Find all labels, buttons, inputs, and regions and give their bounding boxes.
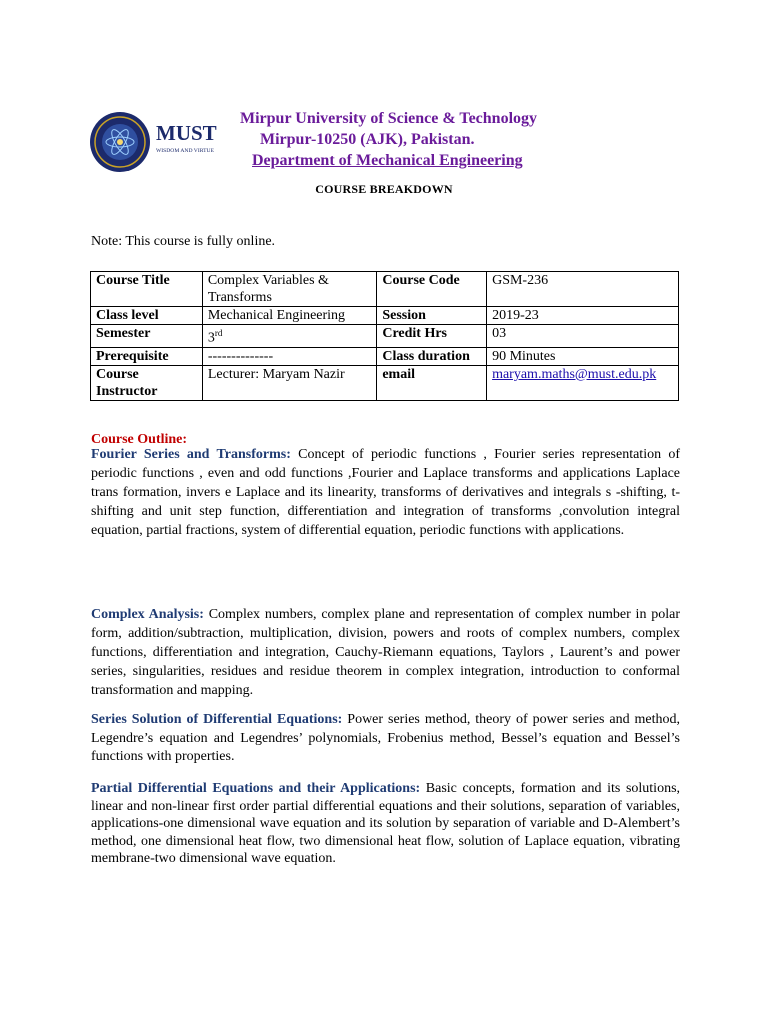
semester-suffix: rd — [214, 328, 223, 338]
table-row — [91, 272, 679, 307]
section-heading: Series Solution of Differential Equations: — [91, 712, 343, 727]
instructor-value: Lecturer: Maryam Nazir — [202, 365, 376, 400]
semester-label: Semester — [91, 325, 203, 348]
class-duration-label: Class duration — [377, 347, 487, 365]
email-link[interactable]: maryam.maths@must.edu.pk — [492, 366, 657, 382]
course-title-label: Course Title — [91, 272, 203, 307]
course-code-label: Course Code — [377, 272, 487, 307]
university-name: Mirpur University of Science & Technology — [240, 110, 538, 127]
table-row — [91, 365, 679, 400]
section-body: Concept of periodic functions , Fourier series representation of periodic functions , even and odd functions ,Fourier and Laplace transforms and applications Laplace trans formation, invers e Laplace and its linearity, transforms of derivatives and integrals s -shifting, t-shifting and unit step function, differentiation and integration of transforms ,convolution integral equation, partial fractions, system of differential equation, periodic functions with applications. — [91, 447, 680, 538]
section-heading: Complex Analysis: — [91, 607, 204, 622]
class-level-value: Mechanical Engineering — [202, 307, 376, 325]
prerequisite-label: Prerequisite — [91, 347, 203, 365]
table-row — [91, 325, 679, 348]
table-row — [91, 347, 679, 365]
credit-hrs-value: 03 — [487, 325, 679, 348]
email-label: email — [377, 365, 487, 400]
instructor-label: Course Instructor — [91, 365, 203, 400]
section-body: Basic concepts, formation and its solutions, linear and non-linear first order partial differential equations and their solutions, separation of variables, applications-one dimensional wave equation and its solution by separation of variable and D-Alembert’s method, one dimensional heat flow, two dimensional heat flow, solution of Laplace equation, vibrating membrane-two dimensional wave equation. — [91, 781, 681, 866]
credit-hrs-label: Credit Hrs — [377, 325, 487, 348]
section-fourier — [91, 445, 680, 540]
semester-number: 3 — [207, 330, 215, 346]
table-row — [91, 307, 679, 325]
logo-name: MUST — [156, 121, 217, 145]
course-info-table — [90, 271, 679, 401]
document-title: COURSE BREAKDOWN — [315, 182, 453, 196]
session-label: Session — [377, 307, 487, 325]
course-outline-title: Course Outline: — [91, 432, 188, 447]
section-series-solution — [91, 711, 680, 767]
course-title-value: Complex Variables & Transforms — [202, 272, 376, 307]
section-pde — [91, 780, 680, 868]
email-value — [487, 365, 679, 400]
logo-motto: WISDOM AND VIRTUE — [156, 148, 214, 154]
section-body: Complex numbers, complex plane and representation of complex number in polar form, addition/subtraction, multiplication, division, powers and roots of complex numbers, complex functions, differentiation and integration, Cauchy-Riemann equations, Taylors , Laurent’s and power series, singularities, residues and residue theorem in complex integration, introduction to conformal transformation and mapping. — [91, 607, 681, 698]
prerequisite-value: -------------- — [202, 347, 376, 365]
course-code-value: GSM-236 — [487, 272, 679, 307]
university-logo — [88, 110, 218, 174]
class-duration-value: 90 Minutes — [487, 347, 679, 365]
semester-value — [202, 325, 376, 348]
section-body: Power series method, theory of power series and method, Legendre’s equation and Legendres’ polynomials, Frobenius method, Bessel’s equation and Bessel’s functions with properties. — [91, 712, 681, 764]
page-header — [236, 108, 576, 171]
department-name: Department of Mechanical Engineering — [252, 152, 523, 169]
section-heading: Partial Differential Equations and their Applications: — [91, 781, 421, 796]
online-note: Note: This course is fully online. — [91, 234, 276, 249]
university-address: Mirpur-10250 (AJK), Pakistan. — [260, 131, 475, 148]
class-level-label: Class level — [91, 307, 203, 325]
session-value: 2019-23 — [487, 307, 679, 325]
section-heading: Fourier Series and Transforms: — [91, 447, 291, 462]
section-complex-analysis — [91, 605, 680, 700]
